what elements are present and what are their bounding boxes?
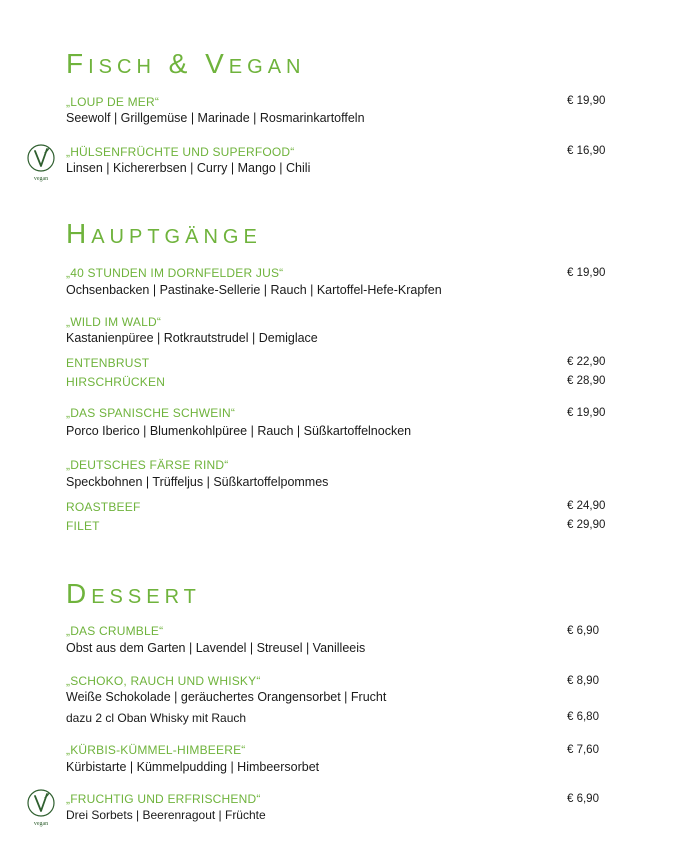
vegan-label: vegan [33, 821, 49, 827]
menu-item-price: € 29,90 [567, 519, 606, 531]
vegan-v-icon [25, 788, 57, 828]
menu-item-name: „DAS CRUMBLE“ [66, 624, 164, 638]
menu-item-price: € 6,90 [567, 625, 599, 637]
menu-item-description: Kastanienpüree | Rotkrautstrudel | Demiglace [66, 331, 318, 345]
menu-item-price: € 22,90 [567, 356, 606, 368]
menu-item-name: „SCHOKO, RAUCH UND WHISKY“ [66, 674, 261, 688]
vegan-badge [25, 788, 57, 828]
menu-item-price: € 19,90 [567, 407, 606, 419]
menu-item-price: € 19,90 [567, 95, 606, 107]
menu-item-description: Linsen | Kichererbsen | Curry | Mango | Chili [66, 161, 311, 175]
menu-item-name: „WILD IM WALD“ [66, 315, 162, 329]
section-title-hauptgaenge: Hauptgänge [66, 218, 262, 249]
menu-item-price: € 19,90 [567, 267, 606, 279]
menu-item-price: € 24,90 [567, 500, 606, 512]
menu-item-price: € 8,90 [567, 675, 599, 687]
section-title-fisch-vegan: Fisch & Vegan [66, 48, 306, 79]
menu-item-price: € 16,90 [567, 145, 606, 157]
menu-item-description: Porco Iberico | Blumenkohlpüree | Rauch | Süßkartoffelnocken [66, 424, 412, 438]
section-title-dessert: Dessert [66, 578, 201, 609]
menu-item-extra-price: € 6,80 [567, 711, 599, 723]
vegan-label: vegan [33, 176, 49, 182]
menu-item-name: „40 STUNDEN IM DORNFELDER JUS“ [66, 266, 284, 280]
menu-item-name: „KÜRBIS-KÜMMEL-HIMBEERE“ [66, 743, 246, 757]
menu-item-name: „DEUTSCHES FÄRSE RIND“ [66, 458, 229, 472]
menu-item-description: Ochsenbacken | Pastinake-Sellerie | Rauch | Kartoffel-Hefe-Krapfen [66, 283, 442, 297]
menu-item-description: Weiße Schokolade | geräuchertes Orangensorbet | Frucht [66, 690, 387, 704]
menu-item-description: Drei Sorbets | Beerenragout | Früchte [66, 808, 266, 822]
menu-item-name: HIRSCHRÜCKEN [66, 375, 166, 389]
menu-item-description: Obst aus dem Garten | Lavendel | Streusel | Vanilleeis [66, 641, 366, 655]
menu-item-description: Speckbohnen | Trüffeljus | Süßkartoffelpommes [66, 475, 329, 489]
menu-item-name: „HÜLSENFRÜCHTE UND SUPERFOOD“ [66, 145, 295, 159]
menu-item-price: € 28,90 [567, 375, 606, 387]
menu-item-price: € 7,60 [567, 744, 599, 756]
menu-item-name: ENTENBRUST [66, 356, 150, 370]
vegan-v-icon [25, 143, 57, 183]
menu-item-extra: dazu 2 cl Oban Whisky mit Rauch [66, 711, 247, 725]
menu-item-name: „DAS SPANISCHE SCHWEIN“ [66, 406, 236, 420]
vegan-badge [25, 143, 57, 183]
menu-item-name: „LOUP DE MER“ [66, 95, 160, 109]
menu-item-description: Seewolf | Grillgemüse | Marinade | Rosmarinkartoffeln [66, 111, 365, 125]
menu-item-name: ROASTBEEF [66, 500, 141, 514]
menu-item-price: € 6,90 [567, 793, 599, 805]
menu-item-name: „FRUCHTIG UND ERFRISCHEND“ [66, 792, 261, 806]
menu-item-name: FILET [66, 519, 100, 533]
menu-item-description: Kürbistarte | Kümmelpudding | Himbeersorbet [66, 760, 320, 774]
